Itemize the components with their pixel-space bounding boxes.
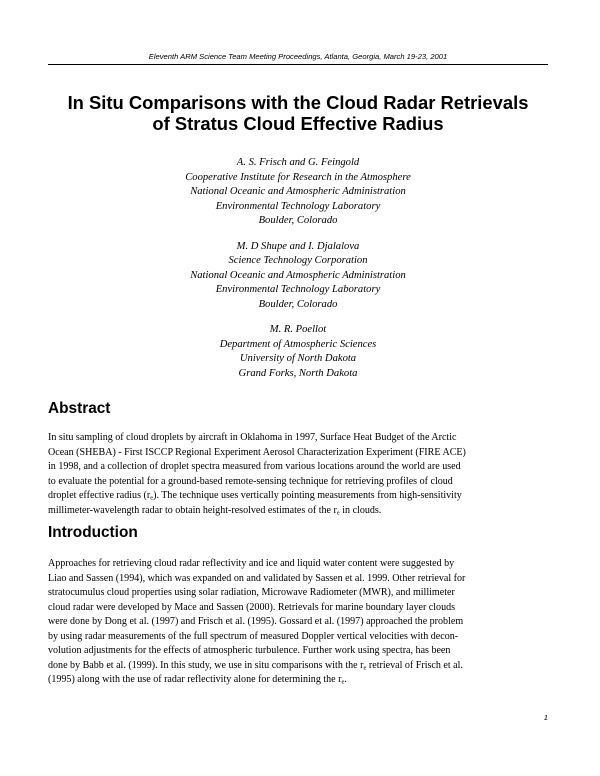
affiliation-line: University of North Dakota [239, 353, 357, 364]
author-names: A. S. Frisch and G. Feingold [236, 157, 360, 168]
author-names: M. R. Poellot [269, 324, 327, 335]
abstract-body [48, 431, 553, 518]
abstract-line: in 1998, and a collection of droplet spectra measured from various locations around the world are used [48, 461, 461, 472]
intro-line: by using radar measurements of the full spectrum of measured Doppler vertical velocities with decon- [48, 630, 459, 642]
intro-line: stratocumulus cloud properties using solar radiation, Microwave Radiometer (MWR), and millimeter [48, 587, 455, 598]
header-rule [48, 64, 548, 65]
abstract-heading: Abstract [48, 400, 111, 417]
text-run: . [344, 674, 347, 685]
text-run: millimeter-wavelength radar to obtain height-resolved estimates of the r [48, 504, 337, 516]
running-header: Eleventh ARM Science Team Meeting Proceedings, Atlanta, Georgia, March 19-23, 2001 [148, 52, 448, 61]
subscript: e [363, 664, 367, 671]
affiliation-line: Environmental Technology Laboratory [215, 284, 381, 295]
text-run: droplet effective radius (r [48, 490, 151, 501]
subscript: e [336, 509, 340, 516]
abstract-line: Ocean (SHEBA) - First ISCCP Regional Experiment Aerosol Characterization Experiment (FIRE ACE) [48, 446, 466, 458]
affiliation-line: Cooperative Institute for Research in the Atmosphere [185, 171, 411, 183]
abstract-line: In situ sampling of cloud droplets by aircraft in Oklahoma in 1997, Surface Heat Budget of the Arctic [48, 432, 457, 443]
affiliation-line: Science Technology Corporation [228, 255, 368, 266]
intro-line: volution adjustments for the effects of atmospheric turbulence. Further work using spectra, has been [48, 645, 451, 656]
intro-line: Approaches for retrieving cloud radar reflectivity and ice and liquid water content were suggested by [48, 558, 455, 569]
subscript: e [150, 494, 154, 502]
abstract-line: to evaluate the potential for a ground-based remote-sensing technique for retrieving profiles of cloud [48, 475, 453, 487]
introduction-heading: Introduction [48, 524, 138, 541]
page-number: 1 [543, 713, 548, 722]
intro-line: were done by Dong et al. (1997) and Frisch et al. (1995). Gossard et al. (1997) approached the problem [48, 616, 464, 627]
author-block-3 [48, 323, 548, 381]
affiliation-line: National Oceanic and Atmospheric Administration [190, 269, 406, 281]
intro-line: cloud radar were developed by Mace and Sassen (2000). Retrievals for marine boundary layer clouds [48, 601, 456, 613]
affiliation-line: Boulder, Colorado [258, 215, 338, 226]
paper-title [48, 92, 548, 134]
affiliation-line: Department of Atmospheric Sciences [219, 338, 377, 350]
author-names: M. D Shupe and I. Djalalova [236, 240, 360, 252]
text-run: ). The technique uses vertically pointing measurements from high-sensitivity [153, 490, 462, 501]
affiliation-line: Boulder, Colorado [258, 298, 338, 310]
author-list [48, 156, 548, 392]
title-line-1: In Situ Comparisons with the Cloud Radar Retrievals [67, 92, 529, 113]
subscript: e [341, 678, 345, 686]
title-line-2: of Stratus Cloud Effective Radius [152, 113, 444, 134]
intro-line: Liao and Sassen (1994), which was expanded on and validated by Sassen et al. 1999. Other retrieval for [48, 572, 466, 584]
affiliation-line: Environmental Technology Laboratory [215, 200, 381, 212]
text-run: (1995) along with the use of radar reflectivity alone for determining the r [48, 674, 342, 685]
intro-line [48, 673, 553, 688]
introduction-body [48, 557, 553, 688]
abstract-line [48, 489, 553, 504]
author-block-1 [48, 156, 548, 229]
abstract-line [48, 504, 553, 519]
intro-line [48, 659, 553, 674]
author-block-2 [48, 240, 548, 313]
affiliation-line: National Oceanic and Atmospheric Administration [190, 186, 406, 197]
affiliation-line: Grand Forks, North Dakota [238, 367, 358, 379]
text-run: done by Babb et al. (1999). In this study, we use in situ comparisons with the r [48, 659, 364, 671]
text-run: in clouds. [339, 504, 382, 516]
text-run: retrieval of Frisch et al. [366, 659, 463, 671]
